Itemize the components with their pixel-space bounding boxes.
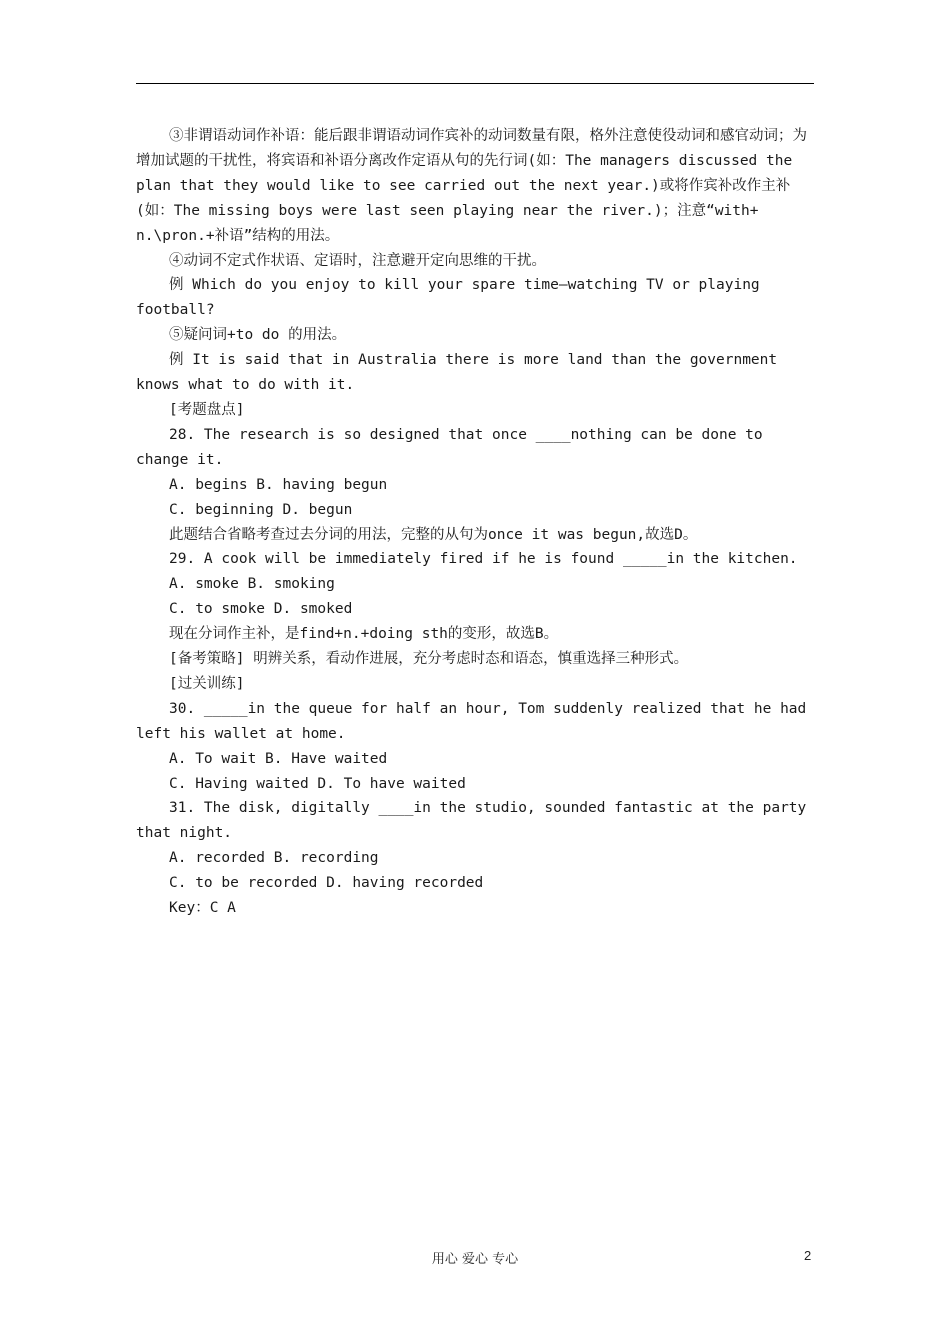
paragraph-infinitive-adverbial: ④动词不定式作状语、定语时，注意避开定向思维的干扰。	[169, 252, 546, 269]
question-28-options-cd: C. beginning D. begun	[169, 501, 353, 518]
paragraph-nonfinite-complement: ③非谓语动词作补语：能后跟非谓语动词作宾补的动词数量有限，格外注意使役动词和感官动词；为增加试题的干扰性，将宾语和补语分离改作定语从句的先行词(如：The managers discussed the plan that they would like to see carried out the next year.)或将作宾补改作主补(如：The missing boys were last seen playing near the river.)；注意“with+ n.\pron.+补语”结构的用法。	[136, 128, 807, 244]
question-30-options-cd: C. Having waited D. To have waited	[169, 775, 466, 792]
question-31: 31. The disk, digitally ____in the studio, sounded fantastic at the party that night.	[136, 800, 816, 842]
header-rule	[136, 83, 814, 84]
question-29-options-cd: C. to smoke D. smoked	[169, 601, 353, 618]
question-28: 28. The research is so designed that once ____nothing can be done to change it.	[136, 426, 772, 468]
paragraph-example-1: 例 Which do you enjoy to kill your spare time—watching TV or playing football?	[136, 277, 769, 319]
paragraph-wh-to-do: ⑤疑问词+to do 的用法。	[169, 327, 347, 344]
question-29-options-ab: A. smoke B. smoking	[169, 576, 335, 593]
question-28-explanation: 此题结合省略考查过去分词的用法，完整的从句为once it was begun,故选D。	[169, 526, 698, 543]
section-heading-strategy: [备考策略] 明辨关系，看动作进展，充分考虑时态和语态，慎重选择三种形式。	[169, 651, 689, 668]
document-body	[136, 124, 814, 921]
question-29-explanation: 现在分词作主补，是find+n.+doing sth的变形，故选B。	[169, 626, 559, 643]
question-31-options-cd: C. to be recorded D. having recorded	[169, 875, 484, 892]
question-31-options-ab: A. recorded B. recording	[169, 850, 379, 867]
question-29: 29. A cook will be immediately fired if he is found _____in the kitchen.	[169, 551, 798, 568]
question-30: 30. _____in the queue for half an hour, Tom suddenly realized that he had left his wallet at home.	[136, 700, 816, 742]
footer-motto: 用心 爱心 专心	[431, 1252, 519, 1267]
question-28-options-ab: A. begins B. having begun	[169, 476, 388, 493]
page-number: 2	[804, 1248, 812, 1263]
section-heading-exam-review: [考题盘点]	[169, 401, 245, 418]
answer-key: Key：C A	[169, 900, 236, 917]
section-heading-practice: [过关训练]	[169, 675, 245, 692]
paragraph-example-2: 例 It is said that in Australia there is more land than the government knows what to do with it.	[136, 352, 786, 394]
question-30-options-ab: A. To wait B. Have waited	[169, 750, 388, 767]
